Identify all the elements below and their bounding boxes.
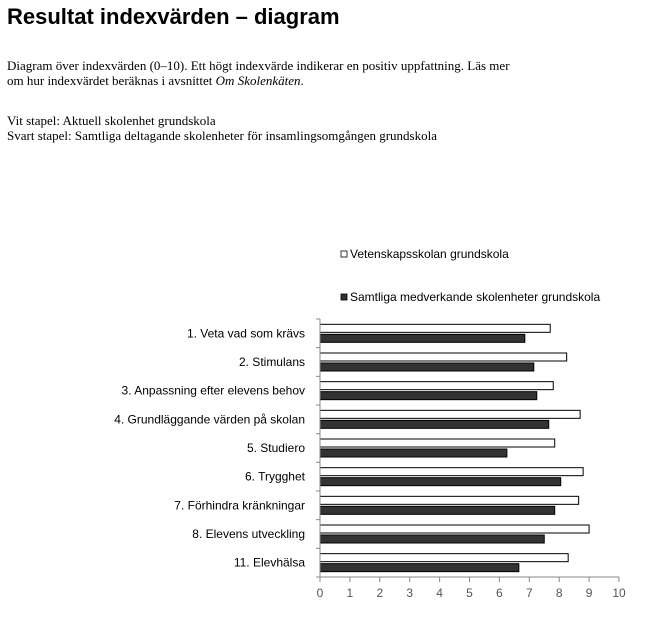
- legend-swatch-1: [341, 251, 347, 257]
- x-tick-label-7: 7: [525, 586, 533, 600]
- x-tick-label-4: 4: [436, 586, 443, 600]
- category-label-7: 7. Förhindra kränkningar: [174, 498, 305, 513]
- bar-4-all-schools: [320, 420, 549, 428]
- category-label-9: 11. Elevhälsa: [233, 555, 305, 570]
- x-tick-label-9: 9: [585, 586, 593, 600]
- bar-6-school: [320, 468, 583, 476]
- bar-3-school: [320, 382, 553, 390]
- x-tick-label-0: 0: [316, 586, 324, 600]
- x-tick-label-8: 8: [555, 586, 563, 600]
- category-label-5: 5. Studiero: [246, 441, 305, 455]
- legend-label-1: Vetenskapsskolan grundskola: [350, 247, 509, 261]
- black-bar-description: Svart stapel: Samtliga deltagande skolenheter för insamlingsomgången grundskola: [7, 128, 437, 143]
- bar-7-all-schools: [320, 506, 555, 514]
- legend-label-2: Samtliga medverkande skolenheter grundskola: [350, 290, 601, 304]
- om-skolenkaten-reference: Om Skolenkäten: [215, 73, 301, 88]
- category-label-4: 4. Grundläggande värden på skolan: [114, 412, 305, 427]
- bar-4-school: [320, 410, 580, 418]
- x-tick-label-3: 3: [406, 586, 414, 600]
- bar-1-school: [320, 324, 550, 332]
- bar-5-school: [320, 439, 555, 447]
- bar-5-all-schools: [320, 449, 507, 457]
- bar-6-all-schools: [320, 478, 561, 486]
- bar-2-all-schools: [320, 363, 534, 371]
- intro-line-1: Diagram över indexvärden (0–10). Ett högt indexvärde indikerar en positiv uppfattning. Läs mer: [7, 58, 510, 73]
- legend-swatch-2: [341, 294, 347, 300]
- bar-8-all-schools: [320, 535, 544, 543]
- bar-9-all-schools: [320, 564, 519, 572]
- intro-line-2-suffix: .: [300, 73, 304, 88]
- bar-7-school: [320, 496, 579, 504]
- category-label-1: 1. Veta vad som krävs: [186, 326, 305, 341]
- category-label-6: 6. Trygghet: [244, 469, 305, 484]
- x-tick-label-10: 10: [612, 586, 626, 600]
- bar-8-school: [320, 525, 589, 533]
- x-tick-label-5: 5: [466, 586, 473, 600]
- x-tick-label-6: 6: [496, 586, 503, 600]
- category-label-3: 3. Anpassning efter elevens behov: [121, 383, 305, 398]
- x-tick-label-1: 1: [346, 586, 354, 600]
- category-label-8: 8. Elevens utveckling: [192, 527, 305, 541]
- bar-1-all-schools: [320, 334, 525, 342]
- bar-2-school: [320, 353, 567, 361]
- intro-line-2-prefix: om hur indexvärdet beräknas i avsnittet: [7, 73, 216, 88]
- x-tick-label-2: 2: [376, 586, 384, 600]
- white-bar-description: Vit stapel: Aktuell skolenhet grundskola: [7, 113, 216, 128]
- page-title: Resultat indexvärden – diagram: [7, 4, 340, 29]
- bar-9-school: [320, 554, 568, 562]
- bar-3-all-schools: [320, 392, 537, 400]
- category-label-2: 2. Stimulans: [238, 355, 305, 369]
